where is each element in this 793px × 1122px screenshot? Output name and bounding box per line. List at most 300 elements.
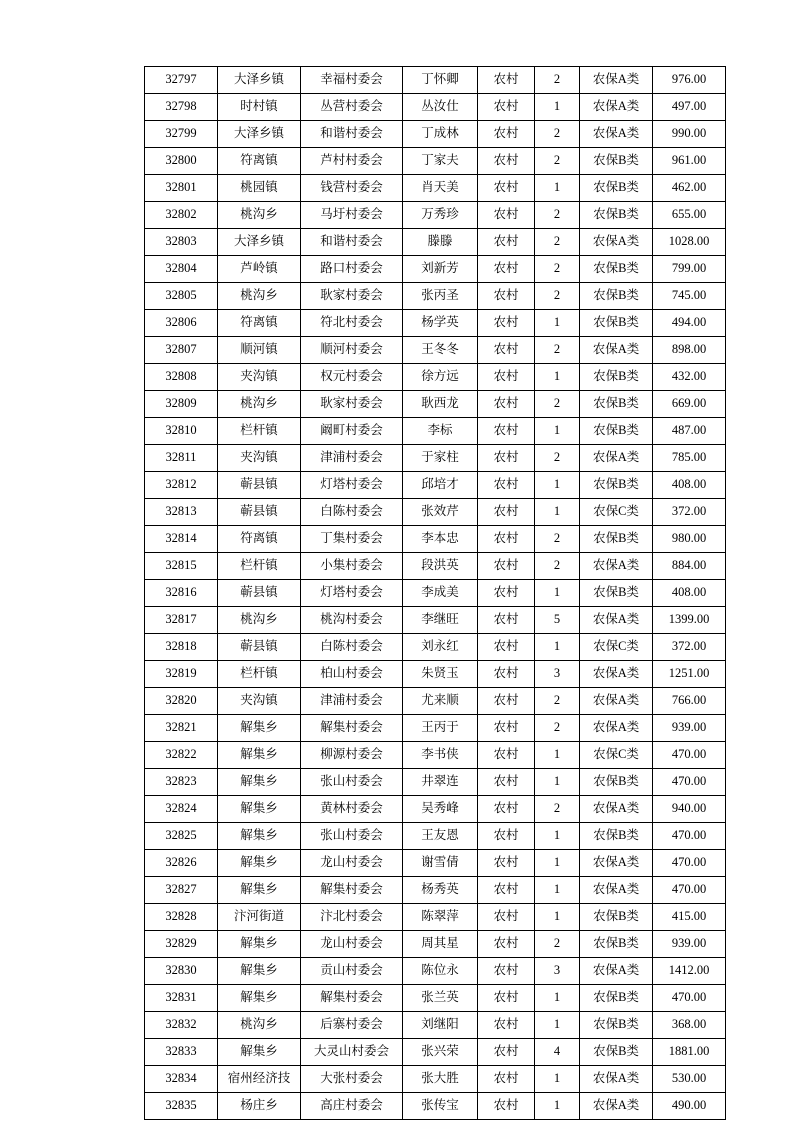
table-row <box>145 769 726 796</box>
cell-id: 32799 <box>145 121 218 148</box>
cell-household-type: 农村 <box>478 121 535 148</box>
cell-amount: 1881.00 <box>653 1039 726 1066</box>
cell-count: 1 <box>535 175 580 202</box>
cell-town: 大泽乡镇 <box>218 121 301 148</box>
cell-id: 32807 <box>145 337 218 364</box>
cell-category: 农保A类 <box>580 958 653 985</box>
cell-id: 32818 <box>145 634 218 661</box>
cell-amount: 470.00 <box>653 850 726 877</box>
cell-category: 农保B类 <box>580 1039 653 1066</box>
cell-household-type: 农村 <box>478 364 535 391</box>
cell-town: 桃沟乡 <box>218 283 301 310</box>
cell-amount: 939.00 <box>653 715 726 742</box>
cell-name: 李本忠 <box>403 526 478 553</box>
cell-town: 顺河镇 <box>218 337 301 364</box>
cell-village: 路口村委会 <box>301 256 403 283</box>
cell-category: 农保A类 <box>580 796 653 823</box>
cell-town: 蕲县镇 <box>218 499 301 526</box>
table-row <box>145 256 726 283</box>
cell-name: 万秀珍 <box>403 202 478 229</box>
cell-count: 2 <box>535 688 580 715</box>
cell-household-type: 农村 <box>478 580 535 607</box>
cell-household-type: 农村 <box>478 472 535 499</box>
cell-category: 农保A类 <box>580 94 653 121</box>
cell-name: 肖天美 <box>403 175 478 202</box>
cell-name: 丛汝仕 <box>403 94 478 121</box>
table-row <box>145 661 726 688</box>
cell-category: 农保A类 <box>580 661 653 688</box>
cell-name: 张兴荣 <box>403 1039 478 1066</box>
cell-id: 32803 <box>145 229 218 256</box>
cell-village: 解集村委会 <box>301 985 403 1012</box>
cell-village: 小集村委会 <box>301 553 403 580</box>
cell-id: 32823 <box>145 769 218 796</box>
cell-category: 农保B类 <box>580 1012 653 1039</box>
cell-household-type: 农村 <box>478 877 535 904</box>
cell-id: 32800 <box>145 148 218 175</box>
cell-name: 邱培才 <box>403 472 478 499</box>
cell-category: 农保B类 <box>580 580 653 607</box>
cell-town: 夹沟镇 <box>218 688 301 715</box>
table-row <box>145 553 726 580</box>
cell-category: 农保C类 <box>580 742 653 769</box>
cell-town: 解集乡 <box>218 958 301 985</box>
cell-amount: 368.00 <box>653 1012 726 1039</box>
cell-name: 李成美 <box>403 580 478 607</box>
cell-household-type: 农村 <box>478 958 535 985</box>
cell-id: 32827 <box>145 877 218 904</box>
cell-village: 和谐村委会 <box>301 229 403 256</box>
cell-count: 1 <box>535 499 580 526</box>
cell-town: 符离镇 <box>218 310 301 337</box>
cell-village: 后寨村委会 <box>301 1012 403 1039</box>
cell-count: 1 <box>535 1066 580 1093</box>
cell-count: 1 <box>535 985 580 1012</box>
cell-category: 农保B类 <box>580 175 653 202</box>
cell-town: 解集乡 <box>218 742 301 769</box>
cell-category: 农保A类 <box>580 607 653 634</box>
cell-category: 农保A类 <box>580 1066 653 1093</box>
table-row <box>145 499 726 526</box>
cell-id: 32829 <box>145 931 218 958</box>
cell-household-type: 农村 <box>478 418 535 445</box>
table-row <box>145 121 726 148</box>
cell-id: 32831 <box>145 985 218 1012</box>
cell-count: 1 <box>535 823 580 850</box>
cell-household-type: 农村 <box>478 310 535 337</box>
cell-village: 幸福村委会 <box>301 67 403 94</box>
cell-household-type: 农村 <box>478 148 535 175</box>
cell-village: 丛营村委会 <box>301 94 403 121</box>
cell-amount: 766.00 <box>653 688 726 715</box>
cell-amount: 745.00 <box>653 283 726 310</box>
cell-town: 汴河街道 <box>218 904 301 931</box>
cell-count: 1 <box>535 634 580 661</box>
cell-name: 谢雪倩 <box>403 850 478 877</box>
cell-amount: 799.00 <box>653 256 726 283</box>
cell-category: 农保A类 <box>580 67 653 94</box>
cell-category: 农保B类 <box>580 148 653 175</box>
cell-category: 农保A类 <box>580 229 653 256</box>
cell-id: 32825 <box>145 823 218 850</box>
cell-name: 张传宝 <box>403 1093 478 1120</box>
cell-count: 2 <box>535 202 580 229</box>
cell-category: 农保B类 <box>580 472 653 499</box>
cell-name: 尤来顺 <box>403 688 478 715</box>
cell-village: 汴北村委会 <box>301 904 403 931</box>
cell-count: 2 <box>535 445 580 472</box>
cell-town: 桃沟乡 <box>218 1012 301 1039</box>
cell-village: 柳源村委会 <box>301 742 403 769</box>
cell-village: 顺河村委会 <box>301 337 403 364</box>
table-row <box>145 202 726 229</box>
cell-id: 32812 <box>145 472 218 499</box>
cell-category: 农保B类 <box>580 283 653 310</box>
cell-category: 农保A类 <box>580 553 653 580</box>
cell-village: 大张村委会 <box>301 1066 403 1093</box>
cell-village: 津浦村委会 <box>301 688 403 715</box>
cell-household-type: 农村 <box>478 1093 535 1120</box>
cell-village: 钱营村委会 <box>301 175 403 202</box>
cell-amount: 487.00 <box>653 418 726 445</box>
cell-town: 栏杆镇 <box>218 418 301 445</box>
cell-household-type: 农村 <box>478 175 535 202</box>
cell-name: 杨秀英 <box>403 877 478 904</box>
cell-name: 丁怀卿 <box>403 67 478 94</box>
cell-household-type: 农村 <box>478 202 535 229</box>
cell-count: 1 <box>535 1012 580 1039</box>
cell-count: 1 <box>535 472 580 499</box>
cell-id: 32801 <box>145 175 218 202</box>
cell-town: 桃沟乡 <box>218 607 301 634</box>
cell-id: 32797 <box>145 67 218 94</box>
cell-town: 解集乡 <box>218 823 301 850</box>
cell-count: 2 <box>535 256 580 283</box>
cell-category: 农保B类 <box>580 310 653 337</box>
table-row <box>145 877 726 904</box>
cell-id: 32833 <box>145 1039 218 1066</box>
cell-town: 夹沟镇 <box>218 364 301 391</box>
cell-household-type: 农村 <box>478 904 535 931</box>
cell-village: 龙山村委会 <box>301 931 403 958</box>
cell-household-type: 农村 <box>478 283 535 310</box>
cell-category: 农保B类 <box>580 256 653 283</box>
cell-category: 农保A类 <box>580 121 653 148</box>
cell-amount: 530.00 <box>653 1066 726 1093</box>
cell-count: 2 <box>535 931 580 958</box>
cell-household-type: 农村 <box>478 445 535 472</box>
cell-name: 井翠连 <box>403 769 478 796</box>
cell-name: 徐方远 <box>403 364 478 391</box>
cell-id: 32810 <box>145 418 218 445</box>
cell-village: 黄林村委会 <box>301 796 403 823</box>
cell-village: 马圩村委会 <box>301 202 403 229</box>
cell-town: 大泽乡镇 <box>218 229 301 256</box>
cell-town: 桃园镇 <box>218 175 301 202</box>
cell-town: 大泽乡镇 <box>218 67 301 94</box>
cell-count: 3 <box>535 958 580 985</box>
table-row <box>145 1012 726 1039</box>
beneficiary-table <box>144 66 726 1120</box>
cell-household-type: 农村 <box>478 607 535 634</box>
cell-count: 2 <box>535 553 580 580</box>
cell-household-type: 农村 <box>478 94 535 121</box>
cell-id: 32798 <box>145 94 218 121</box>
cell-name: 王丙于 <box>403 715 478 742</box>
cell-amount: 961.00 <box>653 148 726 175</box>
cell-amount: 490.00 <box>653 1093 726 1120</box>
cell-village: 灯塔村委会 <box>301 472 403 499</box>
cell-village: 解集村委会 <box>301 715 403 742</box>
cell-town: 解集乡 <box>218 850 301 877</box>
cell-id: 32819 <box>145 661 218 688</box>
cell-count: 2 <box>535 796 580 823</box>
cell-name: 段洪英 <box>403 553 478 580</box>
cell-town: 栏杆镇 <box>218 661 301 688</box>
cell-village: 符北村委会 <box>301 310 403 337</box>
cell-id: 32809 <box>145 391 218 418</box>
cell-name: 李继旺 <box>403 607 478 634</box>
table-body <box>145 67 726 1120</box>
cell-id: 32828 <box>145 904 218 931</box>
cell-village: 和谐村委会 <box>301 121 403 148</box>
cell-count: 2 <box>535 283 580 310</box>
table-row <box>145 688 726 715</box>
cell-household-type: 农村 <box>478 688 535 715</box>
cell-town: 解集乡 <box>218 1039 301 1066</box>
cell-amount: 462.00 <box>653 175 726 202</box>
table-row <box>145 634 726 661</box>
cell-town: 符离镇 <box>218 148 301 175</box>
cell-amount: 655.00 <box>653 202 726 229</box>
cell-name: 陈位永 <box>403 958 478 985</box>
cell-household-type: 农村 <box>478 634 535 661</box>
cell-village: 龙山村委会 <box>301 850 403 877</box>
cell-count: 2 <box>535 526 580 553</box>
cell-id: 32808 <box>145 364 218 391</box>
cell-town: 芦岭镇 <box>218 256 301 283</box>
cell-amount: 1412.00 <box>653 958 726 985</box>
cell-category: 农保A类 <box>580 877 653 904</box>
cell-id: 32816 <box>145 580 218 607</box>
table-row <box>145 1039 726 1066</box>
table-row <box>145 526 726 553</box>
cell-count: 1 <box>535 310 580 337</box>
table-row <box>145 796 726 823</box>
cell-name: 吴秀峰 <box>403 796 478 823</box>
cell-town: 解集乡 <box>218 877 301 904</box>
cell-village: 大灵山村委会 <box>301 1039 403 1066</box>
table-row <box>145 904 726 931</box>
cell-name: 朱贤玉 <box>403 661 478 688</box>
table-row <box>145 931 726 958</box>
cell-id: 32830 <box>145 958 218 985</box>
cell-town: 宿州经济技 <box>218 1066 301 1093</box>
cell-id: 32820 <box>145 688 218 715</box>
cell-name: 刘新芳 <box>403 256 478 283</box>
cell-household-type: 农村 <box>478 256 535 283</box>
cell-household-type: 农村 <box>478 796 535 823</box>
cell-amount: 990.00 <box>653 121 726 148</box>
cell-id: 32804 <box>145 256 218 283</box>
table-row <box>145 418 726 445</box>
cell-count: 1 <box>535 580 580 607</box>
cell-amount: 785.00 <box>653 445 726 472</box>
cell-amount: 408.00 <box>653 472 726 499</box>
cell-household-type: 农村 <box>478 67 535 94</box>
cell-amount: 980.00 <box>653 526 726 553</box>
cell-count: 3 <box>535 661 580 688</box>
cell-count: 1 <box>535 1093 580 1120</box>
cell-household-type: 农村 <box>478 391 535 418</box>
cell-amount: 940.00 <box>653 796 726 823</box>
cell-village: 丁集村委会 <box>301 526 403 553</box>
cell-town: 栏杆镇 <box>218 553 301 580</box>
cell-id: 32822 <box>145 742 218 769</box>
table-row <box>145 148 726 175</box>
cell-count: 2 <box>535 229 580 256</box>
cell-village: 白陈村委会 <box>301 634 403 661</box>
cell-count: 1 <box>535 742 580 769</box>
cell-category: 农保A类 <box>580 688 653 715</box>
cell-name: 于家柱 <box>403 445 478 472</box>
cell-amount: 470.00 <box>653 769 726 796</box>
cell-name: 王友恩 <box>403 823 478 850</box>
cell-category: 农保B类 <box>580 526 653 553</box>
table-container <box>144 66 710 1120</box>
cell-count: 1 <box>535 877 580 904</box>
cell-id: 32813 <box>145 499 218 526</box>
cell-amount: 898.00 <box>653 337 726 364</box>
cell-category: 农保B类 <box>580 904 653 931</box>
cell-household-type: 农村 <box>478 1039 535 1066</box>
cell-household-type: 农村 <box>478 1066 535 1093</box>
cell-town: 杨庄乡 <box>218 1093 301 1120</box>
cell-household-type: 农村 <box>478 769 535 796</box>
cell-category: 农保B类 <box>580 418 653 445</box>
table-row <box>145 364 726 391</box>
cell-category: 农保A类 <box>580 337 653 364</box>
cell-amount: 372.00 <box>653 499 726 526</box>
cell-name: 丁成林 <box>403 121 478 148</box>
cell-amount: 669.00 <box>653 391 726 418</box>
cell-household-type: 农村 <box>478 1012 535 1039</box>
cell-category: 农保A类 <box>580 850 653 877</box>
cell-count: 2 <box>535 715 580 742</box>
cell-id: 32835 <box>145 1093 218 1120</box>
table-row <box>145 850 726 877</box>
cell-amount: 494.00 <box>653 310 726 337</box>
cell-id: 32824 <box>145 796 218 823</box>
cell-category: 农保C类 <box>580 499 653 526</box>
table-row <box>145 229 726 256</box>
table-row <box>145 445 726 472</box>
cell-category: 农保B类 <box>580 364 653 391</box>
cell-village: 津浦村委会 <box>301 445 403 472</box>
cell-name: 张效芹 <box>403 499 478 526</box>
cell-name: 李书侠 <box>403 742 478 769</box>
cell-id: 32815 <box>145 553 218 580</box>
cell-amount: 976.00 <box>653 67 726 94</box>
cell-household-type: 农村 <box>478 661 535 688</box>
cell-count: 2 <box>535 121 580 148</box>
cell-amount: 408.00 <box>653 580 726 607</box>
cell-town: 蕲县镇 <box>218 634 301 661</box>
cell-town: 解集乡 <box>218 985 301 1012</box>
cell-amount: 470.00 <box>653 877 726 904</box>
cell-household-type: 农村 <box>478 850 535 877</box>
cell-household-type: 农村 <box>478 715 535 742</box>
table-row <box>145 715 726 742</box>
cell-village: 芦村村委会 <box>301 148 403 175</box>
cell-id: 32805 <box>145 283 218 310</box>
cell-village: 耿家村委会 <box>301 391 403 418</box>
cell-amount: 470.00 <box>653 823 726 850</box>
table-row <box>145 337 726 364</box>
cell-village: 张山村委会 <box>301 823 403 850</box>
cell-count: 5 <box>535 607 580 634</box>
cell-count: 1 <box>535 364 580 391</box>
cell-name: 王冬冬 <box>403 337 478 364</box>
cell-amount: 372.00 <box>653 634 726 661</box>
table-row <box>145 391 726 418</box>
table-row <box>145 1066 726 1093</box>
cell-village: 桃沟村委会 <box>301 607 403 634</box>
cell-name: 刘继阳 <box>403 1012 478 1039</box>
cell-name: 陈翠萍 <box>403 904 478 931</box>
cell-count: 1 <box>535 769 580 796</box>
table-row <box>145 310 726 337</box>
cell-name: 耿西龙 <box>403 391 478 418</box>
cell-amount: 470.00 <box>653 985 726 1012</box>
cell-amount: 1399.00 <box>653 607 726 634</box>
cell-village: 白陈村委会 <box>301 499 403 526</box>
cell-count: 1 <box>535 904 580 931</box>
cell-count: 1 <box>535 850 580 877</box>
cell-village: 阚町村委会 <box>301 418 403 445</box>
table-row <box>145 742 726 769</box>
cell-category: 农保A类 <box>580 715 653 742</box>
cell-amount: 497.00 <box>653 94 726 121</box>
cell-household-type: 农村 <box>478 337 535 364</box>
cell-category: 农保B类 <box>580 202 653 229</box>
cell-name: 李标 <box>403 418 478 445</box>
cell-name: 杨学英 <box>403 310 478 337</box>
cell-name: 张丙圣 <box>403 283 478 310</box>
cell-count: 2 <box>535 148 580 175</box>
cell-id: 32832 <box>145 1012 218 1039</box>
cell-household-type: 农村 <box>478 931 535 958</box>
cell-name: 张大胜 <box>403 1066 478 1093</box>
cell-amount: 415.00 <box>653 904 726 931</box>
table-row <box>145 1093 726 1120</box>
cell-category: 农保A类 <box>580 445 653 472</box>
cell-town: 符离镇 <box>218 526 301 553</box>
cell-amount: 884.00 <box>653 553 726 580</box>
cell-count: 4 <box>535 1039 580 1066</box>
cell-name: 张兰英 <box>403 985 478 1012</box>
cell-count: 2 <box>535 337 580 364</box>
table-row <box>145 283 726 310</box>
cell-town: 解集乡 <box>218 931 301 958</box>
cell-village: 解集村委会 <box>301 877 403 904</box>
cell-household-type: 农村 <box>478 553 535 580</box>
cell-amount: 1251.00 <box>653 661 726 688</box>
cell-town: 解集乡 <box>218 769 301 796</box>
cell-id: 32834 <box>145 1066 218 1093</box>
cell-village: 权元村委会 <box>301 364 403 391</box>
cell-id: 32821 <box>145 715 218 742</box>
